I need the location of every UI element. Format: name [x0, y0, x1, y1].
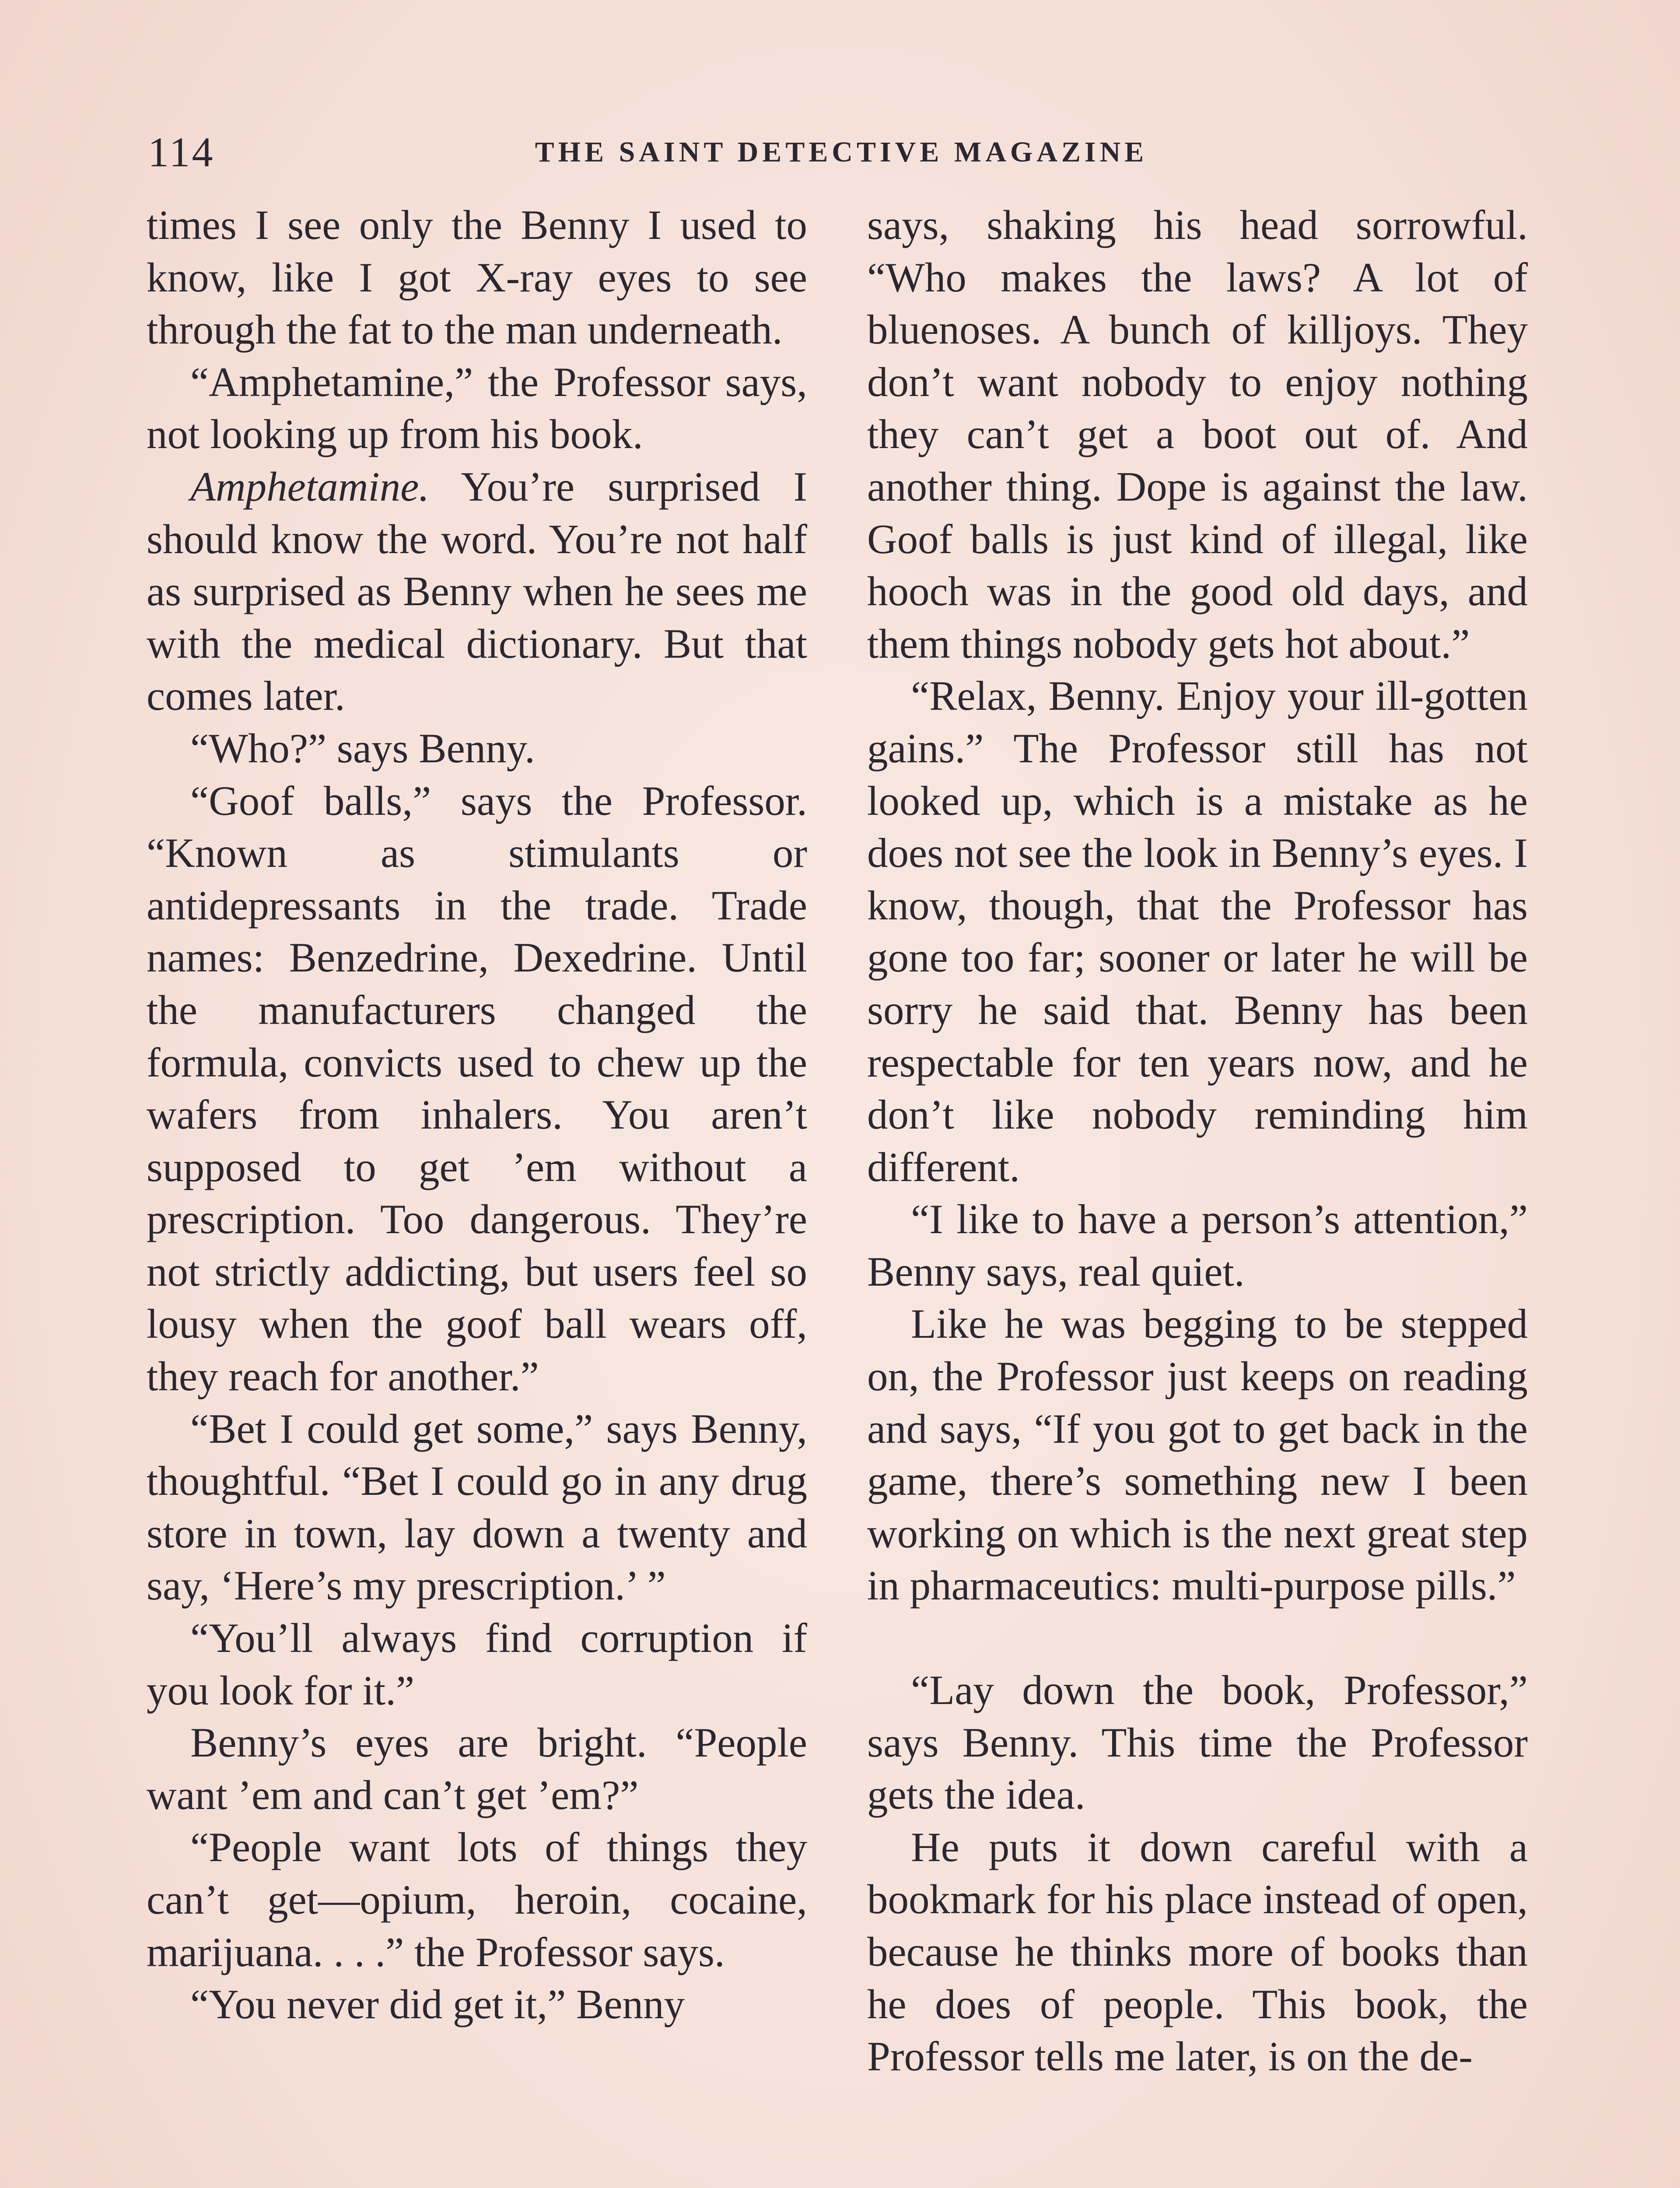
paragraph: Like he was begging to be stepped on, the Professor just keeps on reading and says, “If you got to get back in the game, there’s something new I been working on which is the next great step in pharmaceutics: multi-purpose pills.”	[867, 1301, 1528, 1609]
paragraph: “People want lots of things they can’t get—opium, heroin, cocaine, marijuana. . . .” the Professor says.	[147, 1824, 807, 1975]
paragraph: “Bet I could get some,” says Benny, thoughtful. “Bet I could go in any drug store in town, lay down a twenty and say, ‘Here’s my prescription.’ ”	[147, 1405, 807, 1609]
paragraph: “Goof balls,” says the Professor. “Known as stimulants or antidepressants in the trade. Trade names: Benzedrine, Dexedrine. Until the manufacturers changed the formula, convicts used to chew up the wafers from inhalers. You aren’t supposed to get ’em without a prescription. Too dangerous. They’re not strictly addicting, but users feel so lousy when the goof ball wears off, they reach for another.”	[147, 777, 807, 1400]
italic-word: Amphetamine.	[190, 463, 430, 510]
page-number: 114	[148, 129, 215, 175]
paragraph: “Relax, Benny. Enjoy your ill-gotten gains.” The Professor still has not looked up, which is a mistake as he does not see the look in Benny’s eyes. I know, though, that the Professor has gone too far; sooner or later he will be sorry he said that. Benny has been respectable for ten years now, and he don’t like nobody reminding him different.	[867, 673, 1528, 1190]
paragraph: says, shaking his head sorrowful. “Who makes the laws? A lot of bluenoses. A bunch of killjoys. They don’t want nobody to enjoy nothing they can’t get a boot out of. And another thing. Dope is against the law. Goof balls is just kind of illegal, like hooch was in the good old days, and them things nobody gets hot about.”	[867, 202, 1528, 667]
paragraph: times I see only the Benny I used to know, like I got X-ray eyes to see through the fat to the man underneath.	[147, 202, 807, 353]
paragraph: “Amphetamine,” the Professor says, not looking up from his book.	[147, 358, 807, 458]
page-header	[148, 128, 1535, 180]
paragraph: “You’ll always find corruption if you look for it.”	[147, 1615, 807, 1714]
paragraph: “You never did get it,” Benny	[190, 1981, 685, 2028]
paragraph: Benny’s eyes are bright. “People want ’em and can’t get ’em?”	[147, 1719, 807, 1818]
left-column	[147, 199, 807, 2031]
paragraph: He puts it down careful with a bookmark for his place instead of open, because he thinks more of books than he does of people. This book, the Professor tells me later, is on the de-	[867, 1823, 1528, 2080]
right-column	[867, 199, 1528, 2083]
running-head: THE SAINT DETECTIVE MAGAZINE	[535, 136, 1148, 168]
paragraph	[147, 461, 807, 722]
paragraph: “Who?” says Benny.	[190, 725, 535, 771]
paragraph: “Lay down the book, Professor,” says Benny. This time the Professor gets the idea.	[867, 1667, 1528, 1818]
paragraph: “I like to have a person’s attention,” Benny says, real quiet.	[867, 1196, 1528, 1295]
paragraph-text: You’re surprised I should know the word. You’re not half as surprised as Benny when he sees me with the medical dictionary. But that comes later.	[147, 463, 807, 719]
